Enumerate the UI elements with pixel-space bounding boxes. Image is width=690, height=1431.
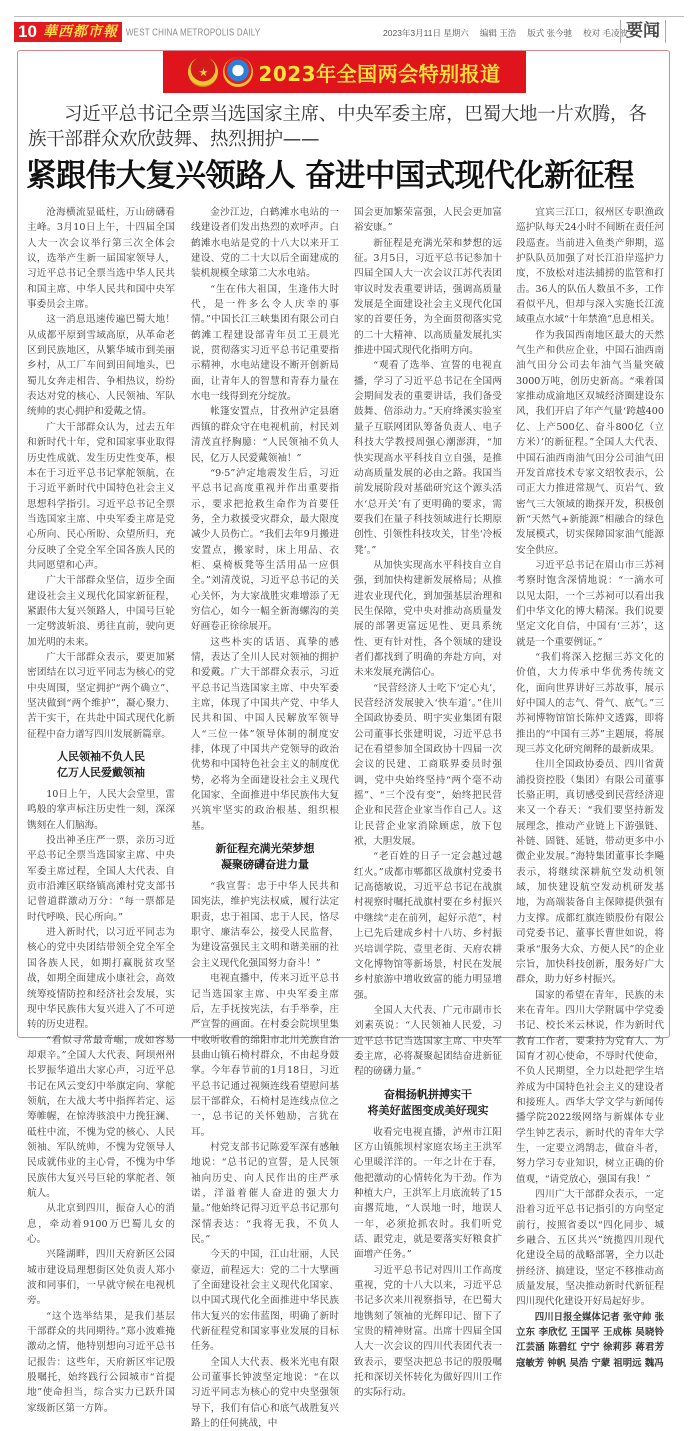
- paragraph: 作为我国西南地区最大的天然气生产和供应企业，中国石油西南油气田分公司去年油气当量突破3000万吨，创历史新高。“乘着国家推动成渝地区双城经济圈建设东风，我们开启了年产气量‘跨越400亿、上产500亿、奋斗800亿（立方米）’的新征程。”全国人大代表、中国石油西南油气田分公司油气田开发首席技术专家文绍牧表示，公司正大力推进常规气、页岩气、致密气三大领域的勘探开发，积极创新“天然气+新能源”相融合的绿色发展模式，切实保障国家油气能源安全供应。: [516, 329, 664, 556]
- paragraph: 宜宾三江口，叙州区专职渔政巡护队每天24小时不间断在责任河段巡查。当前进入鱼类产卵期，巡护队队员加强了对长江沿岸巡护力度，不放松对违法捕捞的监管和打击。36人的队伍人数虽不多，工作看似平凡，但却与深入实施长江流域重点水域“十年禁渔”息息相关。: [516, 207, 664, 326]
- paragraph: 金沙江边，白鹤滩水电站的一线建设者们发出热烈的欢呼声。白鹤滩水电站是党的十八大以来开工建设、党的二十大以后全面建成的装机规模全球第二大水电站。: [191, 207, 339, 280]
- paragraph: “我们将深入挖掘三苏文化的价值，大力传承中华优秀传统文化，面向世界讲好三苏故事，展示好中国人的志气、骨气、底气。”三苏祠博物馆馆长陈仲文透露，即将推出的“中国有三苏”主题展，将展现三苏文化研究阐释的最新成果。: [516, 651, 664, 756]
- paragraph: 从北京到四川，振奋人心的消息，牵动着9100万巴蜀儿女的心。: [27, 1203, 175, 1245]
- article-column-2: [191, 205, 339, 1431]
- article-headline: 紧跟伟大复兴领路人 奋进中国式现代化新征程: [26, 158, 634, 194]
- article-column-4: [516, 205, 664, 1371]
- paragraph: 这些朴实的话语、真挚的感情，表达了全川人民对领袖的拥护和爱戴。广大干部群众表示，习近平总书记当选国家主席、中央军委主席，体现了中国共产党、中华人民共和国、中国人民解放军领导人“三位一体”领导体制的制度安排，体现了中国共产党领导的政治优势和中国特色社会主义的制度优势，必将为全面建设社会主义现代化国家、全面推进中华民族伟大复兴筑牢坚实的政治根基、组织根基。: [191, 636, 339, 832]
- reporter-byline: 四川日报全媒体记者 张守帅 张立东 李欣忆 王国平 王成栋 吴晓铃 江芸涵 陈碧红 宁宁 徐莉莎 蒋君芳 寇敏芳 钟帆 吴浩 宁蒙 祖明远 魏冯: [516, 1311, 664, 1369]
- paragraph: 电视直播中，传来习近平总书记当选国家主席、中央军委主席后，左手抚按宪法，右手举拳，庄严宣誓的画面。在村委会院坝里集中收听收看的绵阳市北川羌族自治县曲山镇石椅村群众，不由起身鼓掌。今年春节前的1月18日，习近平总书记通过视频连线看望慰问基层干部群众，石椅村是连线点位之一，总书记的关怀勉励，言犹在耳。: [191, 973, 339, 1138]
- paragraph: 四川广大干部群众表示，一定沿着习近平总书记指引的方向坚定前行，按照省委以“四化同步、城乡融合、五区共兴”统揽四川现代化建设全局的战略部署，全力以赴拼经济、搞建设，坚定不移推动高质量发展，坚决推动新时代新征程四川现代化建设开好局起好步。: [516, 1189, 664, 1308]
- paragraph: 投出神圣庄严一票，亲历习近平总书记全票当选国家主席、中央军委主席过程，全国人大代表、自贡市沿滩区联络镇高滩村党支部书记曾道群激动万分：“每一票都是时代呼唤、民心所向。”: [27, 835, 175, 923]
- page-number: 10: [18, 22, 37, 41]
- paragraph: 广大干部群众坚信，迈步全面建设社会主义现代化国家新征程，紧跟伟大复兴领路人，中国号巨轮一定劈波斩浪、勇往直前，驶向更加光明的未来。: [27, 575, 175, 648]
- special-report-banner: [163, 51, 526, 93]
- paragraph: 兴隆湖畔，四川天府新区公园城市建设局理想街区处负责人郑小波和同事们，一早就守候在电视机旁。: [27, 1249, 175, 1307]
- masthead: [14, 22, 260, 42]
- paragraph: 住川全国政协委员、四川省黄浦投资控股（集团）有限公司董事长骆正明，真切感受到民营经济迎来又一个春天：“我们要坚持新发展理念，推动产业链上下游强链、补链、固链、延链，带动更多中小微企业发展。”海特集团董事长李飚表示，将继续深耕航空发动机领域，加快建设航空发动机研发基地，为高端装备自主保障提供强有力支撑。成都红旗连锁股份有限公司党委书记、董事长曹世如说，将秉承“服务大众、方便人民”的企业宗旨，加快科技创新，服务好广大群众，助力好乡村振兴。: [516, 759, 664, 986]
- editor-credit: 编辑 王浩: [479, 28, 517, 38]
- paragraph: 沧海横流显砥柱，万山磅礴看主峰。3月10日上午，十四届全国人大一次会议举行第三次全体会议，选举产生新一届国家领导人，习近平总书记全票当选中华人民共和国主席、中华人民共和国中央军事委员会主席。: [27, 207, 175, 311]
- paragraph: 全国人大代表、极米光电有限公司董事长钟波坚定地说：“在以习近平同志为核心的党中央坚强领导下，我们有信心和底气战胜复兴路上的任何挑战，中: [191, 1356, 339, 1430]
- paragraph: 全国人大代表、广元市副市长刘素英说：“人民领袖人民爱，习近平总书记当选国家主席、中央军委主席，必将凝聚起团结奋进新征程的磅礴力量。”: [354, 1004, 502, 1078]
- paragraph: 这一消息迅速传遍巴蜀大地！从成都平原到雪域高原，从革命老区到民族地区，从繁华城市到美丽乡村，从工厂车间到田间地头，巴蜀儿女奔走相告、争相热议，纷纷表达对党的核心、人民领袖、军队统帅的衷心拥护和爱戴之情。: [27, 314, 175, 418]
- paragraph: “生在伟大祖国，生逢伟大时代，是一件多么令人庆幸的事情。”中国长江三峡集团有限公司白鹤滩工程建设部青年员工王晨光说，贯彻落实习近平总书记重要指示精神，水电站建设不断开创新局面，让青年人的智慧和青春力量在水电一线得到充分绽放。: [191, 283, 339, 403]
- paragraph: 今天的中国，江山壮丽，人民豪迈，前程远大：党的二十大擘画了全面建设社会主义现代化国家、以中国式现代化全面推进中华民族伟大复兴的宏伟蓝图，明确了新时代新征程党和国家事业发展的目标任务。: [191, 1249, 339, 1353]
- banner-title: 2023年全国两会特别报道: [258, 61, 501, 86]
- paragraph: 国家的希望在青年，民族的未来在青年。四川大学附属中学党委书记、校长米云林说，作为新时代教育工作者，要秉持为党育人、为国育才初心使命，不辱时代使命，不负人民期望，全力以赴把学生培养成为中国特色社会主义的建设者和接班人。西华大学文学与新闻传播学院2022级网络与新媒体专业学生钟艺表示，新时代的青年大学生，一定要立鸿鹄志，做奋斗者，努力学习专业知识，树立正确的价值观，“请党放心，强国有我！”: [516, 989, 664, 1185]
- national-emblem-icon: ★: [188, 57, 218, 87]
- article-kicker: 习近平总书记全票当选国家主席、中央军委主席，巴蜀大地一片欢腾，各族干部群众欢欣鼓舞、热烈拥护——: [28, 104, 647, 150]
- paragraph: 习近平总书记对四川工作高度重视，党的十八大以来，习近平总书记多次来川视察指导，在巴蜀大地镌刻了领袖的光辉印记、留下了宝贵的精神财富。出席十四届全国人大一次会议的四川代表团代表一致表示，要坚决把总书记的殷殷嘱托和深切关怀转化为做好四川工作的实际行动。: [354, 1264, 502, 1399]
- paragraph: “我宣誓：忠于中华人民共和国宪法，维护宪法权威，履行法定职责，忠于祖国、忠于人民，恪尽职守、廉洁奉公，接受人民监督，为建设富强民主文明和谐美丽的社会主义现代化强国努力奋斗！”: [191, 881, 339, 969]
- paragraph: “看似寻常最奇崛，成如容易却艰辛。”全国人大代表、阿坝州州长罗振华道出大家心声，习近平总书记在风云变幻中举旗定向、掌舵领航，在大战大考中指挥若定、运筹帷幄，在惊涛骇浪中力挽狂澜、砥柱中流，不愧为党的核心、人民领袖、军队统帅，不愧为党领导人民成就伟业的主心骨，不愧为中华民族伟大复兴号巨轮的掌舵者、领航人。: [27, 1034, 175, 1199]
- paragraph: 村党支部书记陈爱军深有感触地说：“总书记的宣誓，是人民领袖向历史、向人民作出的庄严承诺，洋溢着催人奋进的强大力量。”他始终记得习近平总书记那句深情表达：“我将无我，不负人民。”: [191, 1141, 339, 1245]
- paragraph: 帐篷安置点，甘孜州泸定县磨西镇的群众守在电视机前，村民刘清茂直抒胸臆：“人民领袖不负人民，亿万人民爱戴领袖！”: [191, 406, 339, 464]
- paragraph: 广大干部群众认为，过去五年和新时代十年，党和国家事业取得历史性成就、发生历史性变革，根本在于习近平总书记掌舵领航，在于习近平新时代中国特色社会主义思想科学指引。习近平总书记全票当选国家主席、中央军委主席是党心所向、民心所盼、众望所归，充分反映了全党全军全国各族人民的共同愿望和心声。: [27, 421, 175, 571]
- paragraph: “这个选举结果，是我们基层干部群众的共同期待。”郑小波难掩激动之情，他特别想向习近平总书记报告：这些年，天府新区牢记殷殷嘱托，始终践行公园城市“首提地”使命担当，综合实力已跃升国家级新区第一方阵。: [27, 1310, 175, 1414]
- article-column-3: [354, 205, 502, 1401]
- layout-credit: 版式 张今驰: [527, 28, 573, 38]
- cppcc-emblem-icon: [223, 57, 253, 87]
- paper-name-english: WEST CHINA METROPOLIS DAILY: [125, 26, 261, 38]
- paragraph: 收看完电视直播，泸州市江阳区方山镇熊坝村家庭农场主王洪军心里暖洋洋的。一年之计在于春，他把激动的心情转化为干劲。作为种植大户，王洪军上月底流转了15亩撂荒地，“人误地一时，地误人一年，必须抢抓农时。我们听党话、跟党走，就是要落实好粮食扩面增产任务。”: [354, 1126, 502, 1261]
- subheading: 奋楫扬帆拼搏实干 将美好蓝图变成美好现实: [367, 1087, 489, 1117]
- paragraph: 广大干部群众表示，要更加紧密团结在以习近平同志为核心的党中央周围，坚定拥护“两个确立”、坚决做到“两个维护”，凝心聚力、苦干实干，在共赴中国式现代化新征程中奋力谱写四川发展新篇章。: [27, 651, 175, 740]
- paragraph: 新征程是充满光荣和梦想的远征。3月5日，习近平总书记参加十四届全国人大一次会议江苏代表团审议时发表重要讲话，强调高质量发展是全面建设社会主义现代化国家的首要任务，为全面贯彻落实党的二十大精神、以高质量发展扎实推进中国式现代化指明方向。: [354, 237, 502, 357]
- paragraph: 进入新时代，以习近平同志为核心的党中央团结带领全党全军全国各族人民，如期打赢脱贫攻坚战，如期全面建成小康社会，高效统筹疫情防控和经济社会发展，实现中华民族伟大复兴进入了不可逆转的历史进程。: [27, 927, 175, 1031]
- paragraph: 从加快实现高水平科技自立自强，到加快构建新发展格局；从推进农业现代化，到加强基层治理和民生保障，党中央对推动高质量发展的部署更富远见性、更具系统性、更有针对性，各个领域的建设者们都找到了明确的奔赴方向，对未来发展充满信心。: [354, 559, 502, 679]
- section-label: 要闻: [620, 20, 666, 43]
- issue-meta: [383, 27, 628, 39]
- paragraph: “观看了选举、宣誓的电视直播，学习了习近平总书记在全国两会期间发表的重要讲话，我们备受鼓舞、倍添动力。”天府绛溪实验室量子互联网团队筹备负责人、电子科技大学教授周强心潮澎湃，“加快实现高水平科技自立自强，是推动高质量发展的必由之路。我国当前发展阶段对基础研究这个源头活水‘总开关’有了更明确的要求，需要我们在量子科技领域进行长期原创性、引领性科技攻关，甘坐‘冷板凳’。”: [354, 360, 502, 556]
- paragraph-continued: 国会更加繁荣富强，人民会更加富裕安康。”: [354, 207, 502, 234]
- issue-date: 2023年3月11日 星期六: [383, 28, 469, 38]
- page-number-badge: [14, 22, 122, 42]
- paper-logo: 華西都市報: [42, 24, 118, 40]
- article-column-1: [27, 205, 175, 1416]
- proofreader-credit: 校对 毛凌波: [583, 28, 628, 38]
- paragraph: “民营经济人士吃下‘定心丸’，民营经济发展驶入‘快车道’。”住川全国政协委员、明宇实业集团有限公司董事长张建明说，习近平总书记在看望参加全国政协十四届一次会议的民建、工商联界委员时强调，党中央始终坚持“两个毫不动摇”、“三个没有变”，始终把民营企业和民营企业家当作自己人。这让民营企业家消除顾虑，放下包袱，大胆发展。: [354, 682, 502, 848]
- header-rule: [14, 16, 684, 17]
- paragraph: “老百姓的日子一定会越过越红火。”成都市郫都区战旗村党委书记高德敏说，习近平总书记在战旗村视察时嘱托战旗村要在乡村振兴中继续“走在前列，起好示范”，村上已先后建成乡村十八坊、乡村振兴培训学院、壹里老街、天府农耕文化博物馆等新场景，村民在发展乡村旅游中增收致富的能力明显增强。: [354, 851, 502, 1001]
- paragraph: 10日上午，人民大会堂里，雷鸣般的掌声标注历史性一刻，深深镌刻在人们脑海。: [27, 789, 175, 831]
- paragraph: 习近平总书记在眉山市三苏祠考察时饱含深情地说：“一滴水可以见太阳，一个三苏祠可以看出我们中华文化的博大精深。我们说要坚定文化自信，中国有‘三苏’，这就是一个重要例证。”: [516, 559, 664, 648]
- subheading: 人民领袖不负人民 亿万人民爱戴领袖: [57, 750, 145, 780]
- paragraph: “9·5”泸定地震发生后，习近平总书记高度重视并作出重要指示，要求把抢救生命作为首要任务，全力救援受灾群众，最大限度减少人员伤亡。“我们去年9月搬进安置点，搬家时，床上用品、衣柜、桌椅板凳等生活用品一应俱全。”刘清茂说，习近平总书记的关心关怀，为大家战胜灾难增添了无穷信心，如今一幅全新海螺沟的美好画卷正徐徐展开。: [191, 467, 339, 633]
- subheading: 新征程充满光荣梦想 凝聚磅礴奋进力量: [215, 842, 315, 872]
